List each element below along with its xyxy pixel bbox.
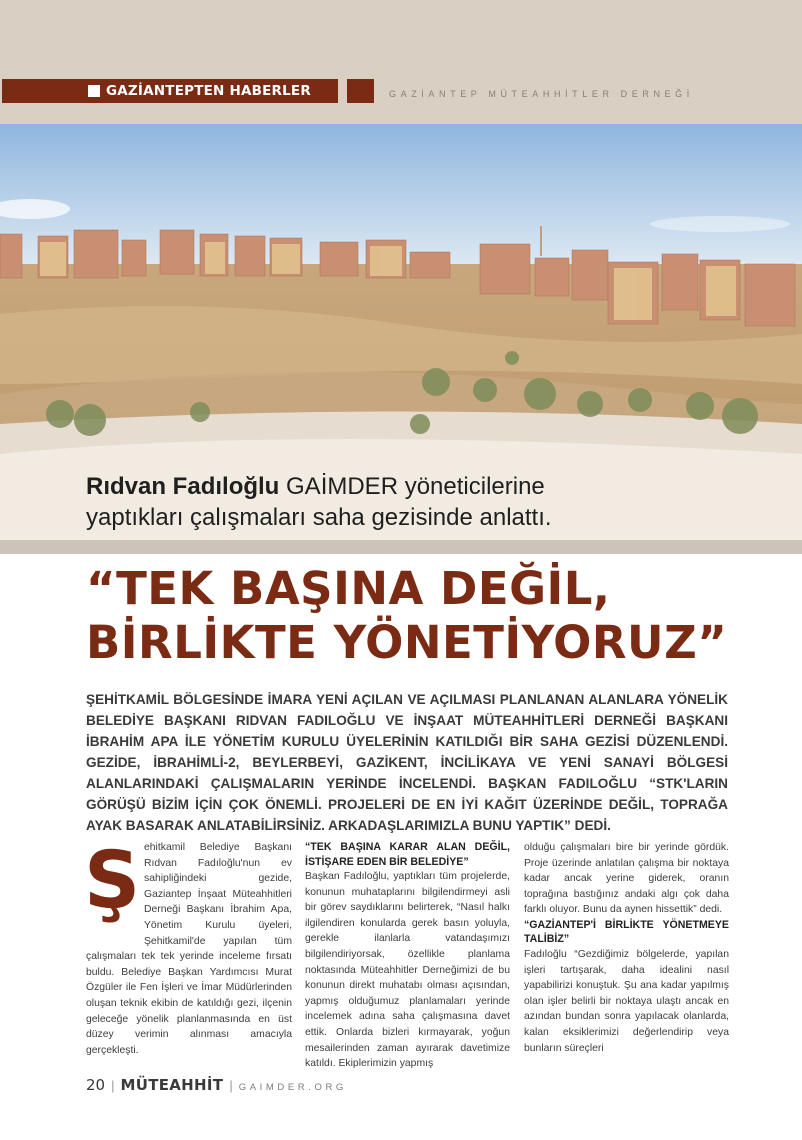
section-tag [2,79,338,103]
headline-line1: “TEK BAŞINA DEĞİL, [86,562,611,615]
caption-name: Rıdvan Fadıloğlu [86,473,280,500]
header-band [0,0,802,124]
square-icon [88,85,100,97]
page-number: 20 [86,1076,106,1094]
column-3 [524,840,729,1056]
column-2-heading: “TEK BAŞINA KARAR ALAN DEĞİL, İSTİŞARE EDEN BİR BELEDİYE” [305,841,510,868]
lead-paragraph: ŞEHİTKAMİL BÖLGESİNDE İMARA YENİ AÇILAN VE AÇILMASI PLANLANAN ALANLARA YÖNELİK BELEDİYE BAŞKANI RIDVAN FADILOĞLU VE İNŞAAT MÜTEAHHİTLERİ DERNEĞİ BAŞKANI İBRAHİM APA İLE YÖNETİM KURULU ÜYELERİNİN KATILDIĞI BİR SAHA GEZİSİ DÜZENLENDİ. GEZİDE, İBRAHİMLİ-2, BEYLERBEYİ, GAZİKENT, İNCİLİKAYA VE YENİ SANAYİ BÖLGESİ ALANLARINDAKİ ÇALIŞMALARIN YERİNDE İNCELENDİ. BAŞKAN FADILOĞLU “STK'LARIN GÖRÜŞÜ BİZİM İÇİN ÇOK ÖNEMLİ. PROJELERİ DE EN İYİ KAĞIT ÜZERİNDE DEĞİL, TOPRAĞA AYAK BASARAK ANLATABİLİRSİNİZ. ARKADAŞLARIMIZLA BUNU YAPTIK” DEDİ. [86,692,728,833]
footer-divider: | [229,1078,233,1093]
column-3-text-2: Fadıloğlu “Gezdiğimiz bölgelerde, yapılan işleri tartışarak, daha idealini nasıl yapabilirizi konuştuk. Şu ana kadar yapılmış olan işler belirli bir noktaya ulaştı ancak en azından bundan sonra yapılacak olanlarda, kalan eksiklerimizi değerlendirip veya bunların süreçleri [524,948,729,1054]
drop-cap: Ş [84,836,141,926]
section-label: GAZİANTEPTEN HABERLER [106,83,311,99]
headline-line2: BİRLİKTE YÖNETİYORUZ” [86,616,728,669]
column-2 [305,840,510,1072]
column-1-text: ehitkamil Belediye Başkanı Rıdvan Fadıloğlu'nun ev sahipliğindeki gezide, Gaziantep İnşaat Müteahhitleri Derneği Başkanı İbrahim Apa, Yönetim Kurulu üyeleri, Şehitkamil'de yapılan tüm çalışmaları tek tek yerinde inceleme fırsatı buldu. Belediye Başkan Yardımcısı Murat Özgüler ile Fen İşleri ve İmar Müdürlerinden oluşan teknik ekibin de katıldığı gezi, ilçenin geleceğe yönelik planlanmasında en üst düzey verimin alınması amacıyla gerçekleşti. [86,842,292,1056]
column-2-text: Başkan Fadıloğlu, yaptıkları tüm projelerde, konunun muhataplarını bilgilendirmeyi asli bir görev saydıklarını belirterek, “Nasıl halkı ilgilendiren konularda gerek basın yoluyla, gerekle ilanlarla vatandaşımızı bilgilendiriyorsak, özellikle planlama noktasında Müteahhitler Derneğimizi de bu konunun direkt muhatabı olması açısından, yapmış olduğumuz planlamaları yerinde incelemek adına saha çalışmasına davet ettik. Onlarda bizleri kırmayarak, yoğun mesailerinden zaman ayırarak davetimize katıldı. Ekiplerimizin yapmış [305,871,510,1070]
photo-caption [86,471,766,533]
magazine-name: MÜTEAHHİT [120,1076,224,1094]
article-headline [86,562,786,670]
column-3-heading: “GAZİANTEP'İ BİRLİKTE YÖNETMEYE TALİBİZ” [524,918,729,946]
website: GAIMDER.ORG [238,1082,347,1093]
caption-line2: yaptıkları çalışmaları saha gezisinde anlattı. [86,504,552,531]
page-footer [86,1076,347,1096]
column-3-text-1: olduğu çalışmaları bire bir yerinde gördük. Proje üzerinde anlatılan çalışma bir noktaya kadar ancak yerine giderek, oranın toprağına bastığınız andaki algı çok daha farklı oluyor. Bunu da aynen hissettik” dedi. [524,842,729,916]
footer-divider: | [111,1078,115,1093]
accent-square [347,79,374,103]
column-1 [84,836,292,1058]
caption-line1: GAİMDER yöneticilerine [279,473,545,500]
association-name: GAZİANTEP MÜTEAHHİTLER DERNEĞİ [389,89,694,99]
separator-band [0,540,802,554]
